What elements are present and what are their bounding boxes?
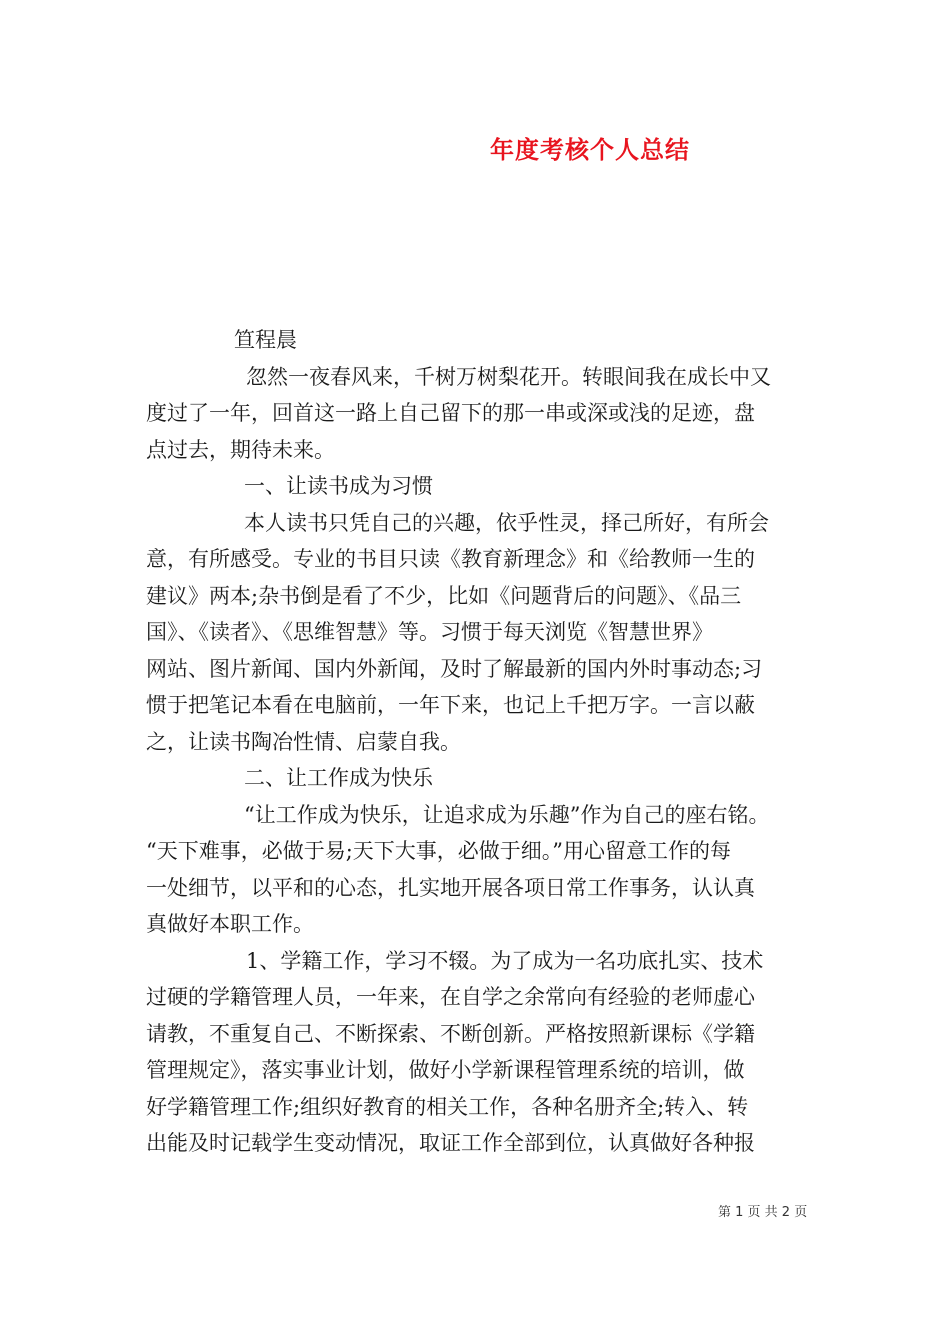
text-line: 请教，不重复自己、不断探索、不断创新。严格按照新课标《学籍 (146, 1021, 755, 1046)
text-line: 之，让读书陶冶性情、启蒙自我。 (146, 729, 461, 754)
text-line: 过硬的学籍管理人员，一年来，在自学之余常向有经验的老师虚心 (146, 985, 755, 1009)
text-line: 一、让读书成为习惯 (244, 474, 433, 498)
document-title: 年度考核个人总结 (490, 136, 690, 164)
text-line: 二、让工作成为快乐 (244, 766, 433, 790)
text-line: 忽然一夜春风来，千树万树梨花开。转眼间我在成长中又 (246, 364, 771, 389)
text-line: 网站、图片新闻、国内外新闻，及时了解最新的国内外时事动态;习 (146, 656, 763, 681)
paragraph-lines (146, 359, 814, 1162)
document-body (146, 322, 814, 1162)
text-line: 出能及时记载学生变动情况，取证工作全部到位，认真做好各种报 (146, 1131, 755, 1155)
text-line: 惯于把笔记本看在电脑前，一年下来，也记上千把万字。一言以蔽 (146, 693, 755, 717)
text-line: 本人读书只凭自己的兴趣，依乎性灵，择己所好，有所会 (244, 510, 769, 535)
text-line: 一处细节，以平和的心态，扎实地开展各项日常工作事务，认认真 (146, 875, 755, 900)
text-line: “让工作成为快乐，让追求成为乐趣”作为自己的座右铭。 (244, 802, 770, 827)
page-number: 第 1 页 共 2 页 (718, 1205, 808, 1220)
text-line: 意，有所感受。专业的书目只读《教育新理念》和《给教师一生的 (146, 547, 755, 571)
author-name: 笪程晨 (234, 328, 297, 352)
text-line: 度过了一年，回首这一路上自己留下的那一串或深或浅的足迹，盘 (146, 401, 755, 425)
text-line: 真做好本职工作。 (146, 912, 314, 936)
text-line: 国》、《读者》、《思维智慧》等。习惯于每天浏览《智慧世界》 (146, 620, 713, 644)
text-line: 建议》两本;杂书倒是看了不少，比如《问题背后的问题》、《品三 (146, 583, 742, 608)
text-line: “天下难事，必做于易;天下大事，必做于细。”用心留意工作的每 (146, 839, 732, 863)
text-line: 点过去，期待未来。 (146, 437, 335, 462)
text-line: 管理规定》，落实事业计划，做好小学新课程管理系统的培训，做 (146, 1058, 745, 1082)
text-line: 好学籍管理工作;组织好教育的相关工作，各种名册齐全;转入、转 (146, 1094, 749, 1119)
text-line: 1、学籍工作，学习不辍。为了成为一名功底扎实、技术 (246, 948, 764, 973)
